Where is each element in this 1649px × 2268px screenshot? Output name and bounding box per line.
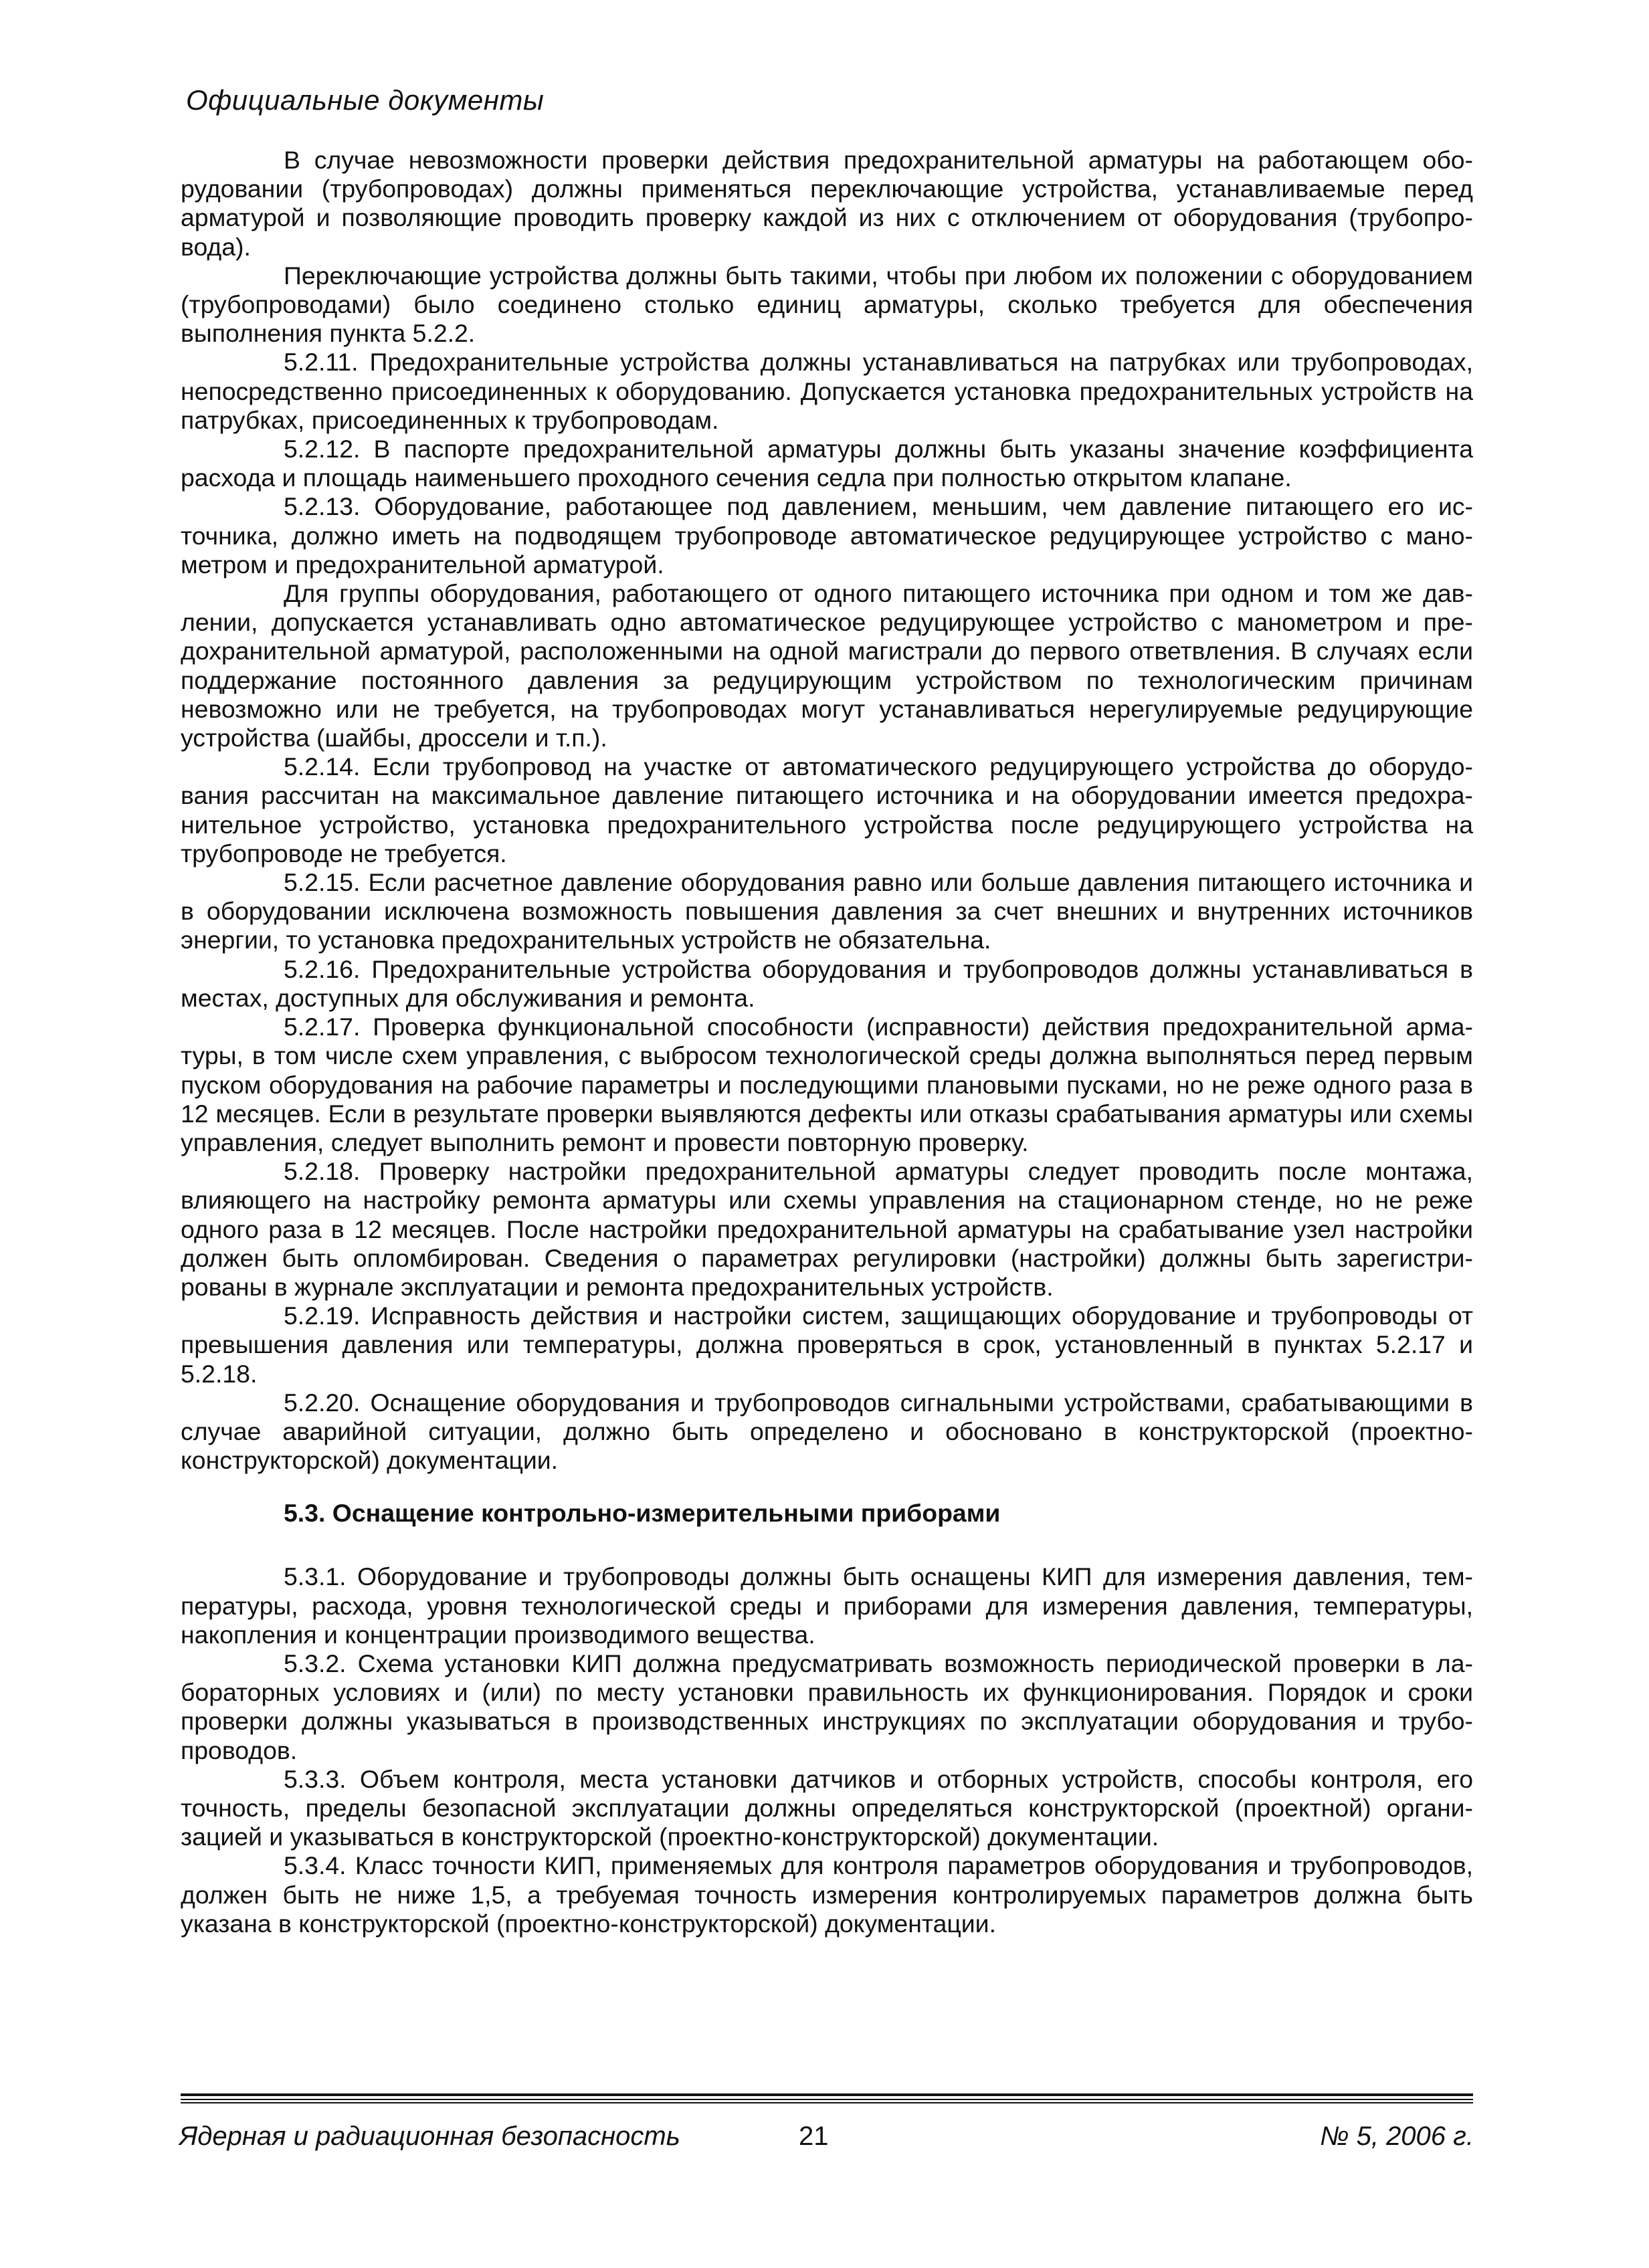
paragraph-5-2-18: 5.2.18. Проверку настройки предохранительной арматуры следует проводить после монтажа, влияющего на настройку ремонта арматуры или схемы управления на стационарном стенде, но не реже одного раза в 12 месяцев. После настройки предохранительной арматуры на срабатывание узел настройки должен быть опломбирован. Сведения о параметрах регулировки (настройки) должны быть зарегистрированы в журнале эксплуатации и ремонта предохранительных устройств. (181, 1157, 1473, 1301)
paragraph-5-3-3: 5.3.3. Объем контроля, места установки датчиков и отборных устройств, способы контроля, его точность, пределы безопасной эксплуатации должны определяться конструкторской (проектной) организацией и указываться в конструкторской (проектно-конструкторской) документации. (181, 1764, 1473, 1851)
paragraph-5-2-17: 5.2.17. Проверка функциональной способности (исправности) действия предохранительной арматуры, в том числе схем управления, с выбросом технологической среды должна выполняться перед первым пуском оборудования на рабочие параметры и последующими плановыми пусками, но не реже одного раза в 12 месяцев. Если в результате проверки выявляются дефекты или отказы срабатывания арматуры или схемы управления, следует выполнить ремонт и провести повторную проверку. (181, 1013, 1473, 1156)
footer-divider (181, 2102, 1473, 2103)
paragraph-5-2-12: 5.2.12. В паспорте предохранительной арматуры должны быть указаны значение коэффициента расхода и площадь наименьшего проходного сечения седла при полностью открытом клапане. (181, 435, 1473, 492)
paragraph-5-2-16: 5.2.16. Предохранительные устройства оборудования и трубопроводов должны устанавливаться в местах, доступных для обслуживания и ремонта. (181, 954, 1473, 1012)
paragraph-5-2-14: 5.2.14. Если трубопровод на участке от автоматического редуцирующего устройства до оборудования рассчитан на максимальное давление питающего источника и на оборудовании имеется предохранительное устройство, установка предохранительного устройства после редуцирующего устройства на трубопроводе не требуется. (181, 752, 1473, 867)
footer-divider (181, 2099, 1473, 2100)
paragraph-5-2-11: 5.2.11. Предохранительные устройства должны устанавливаться на патрубках или трубопроводах, непосредственно присоединенных к оборудованию. Допускается установка предохранительных устройств на патрубках, присоединенных к трубопроводам. (181, 348, 1473, 434)
paragraph-5-2-13: 5.2.13. Оборудование, работающее под давлением, меньшим, чем давление питающего его источника, должно иметь на подводящем трубопроводе автоматическое редуцирующее устройство с манометром и предохранительной арматурой. (181, 492, 1473, 579)
paragraph-5-2-20: 5.2.20. Оснащение оборудования и трубопроводов сигнальными устройствами, срабатывающими в случае аварийной ситуации, должно быть определено и обосновано в конструкторской (проектно-конструкторской) документации. (181, 1388, 1473, 1475)
paragraph-5-3-2: 5.3.2. Схема установки КИП должна предусматривать возможность периодической проверки в лабораторных условиях и (или) по месту установки правильность их функционирования. Порядок и сроки проверки должны указываться в производственных инструкциях по эксплуатации оборудования и трубопроводов. (181, 1649, 1473, 1764)
issue-number: № 5, 2006 г. (1320, 2122, 1474, 2151)
paragraph: В случае невозможности проверки действия предохранительной арматуры на работающем оборудовании (трубопроводах) должны применяться переключающие устройства, устанавливаемые перед арматурой и позволяющие проводить проверку каждой из них с отключением от оборудования (трубопровода). (181, 146, 1473, 261)
journal-title: Ядерная и радиационная безопасность (179, 2122, 680, 2151)
footer-divider (181, 2093, 1473, 2096)
section-heading: 5.3. Оснащение контрольно-измерительными приборами (284, 1499, 1001, 1528)
paragraph-5-3-4: 5.3.4. Класс точности КИП, применяемых для контроля параметров оборудования и трубопроводов, должен быть не ниже 1,5, а требуемая точность измерения контролируемых параметров должна быть указана в конструкторской (проектно-конструкторской) документации. (181, 1851, 1473, 1938)
page-number: 21 (799, 2122, 829, 2151)
paragraph-5-2-15: 5.2.15. Если расчетное давление оборудования равно или больше давления питающего источника и в оборудовании исключена возможность повышения давления за счет внешних и внутренних источников энергии, то установка предохранительных устройств не обязательна. (181, 868, 1473, 954)
paragraph-5-2-19: 5.2.19. Исправность действия и настройки систем, защищающих оборудование и трубопроводы от превышения давления или температуры, должна проверяться в срок, установленный в пунктах 5.2.17 и 5.2.18. (181, 1302, 1473, 1388)
paragraph: Переключающие устройства должны быть такими, чтобы при любом их положении с оборудованием (трубопроводами) было соединено столько единиц арматуры, сколько требуется для обеспечения выполнения пункта 5.2.2. (181, 261, 1473, 348)
running-title: Официальные документы (186, 84, 545, 116)
document-body (181, 146, 1473, 1938)
paragraph: Для группы оборудования, работающего от одного питающего источника при одном и том же давлении, допускается устанавливать одно автоматическое редуцирующее устройство с манометром и предохранительной арматурой, расположенными на одной магистрали до первого ответвления. В случаях если поддержание постоянного давления за редуцирующим устройством по технологическим причинам невозможно или не требуется, на трубопроводах могут устанавливаться нерегулируемые редуцирующие устройства (шайбы, дроссели и т.п.). (181, 579, 1473, 752)
paragraph-5-3-1: 5.3.1. Оборудование и трубопроводы должны быть оснащены КИП для измерения давления, температуры, расхода, уровня технологической среды и приборами для измерения давления, температуры, накопления и концентрации производимого вещества. (181, 1562, 1473, 1649)
